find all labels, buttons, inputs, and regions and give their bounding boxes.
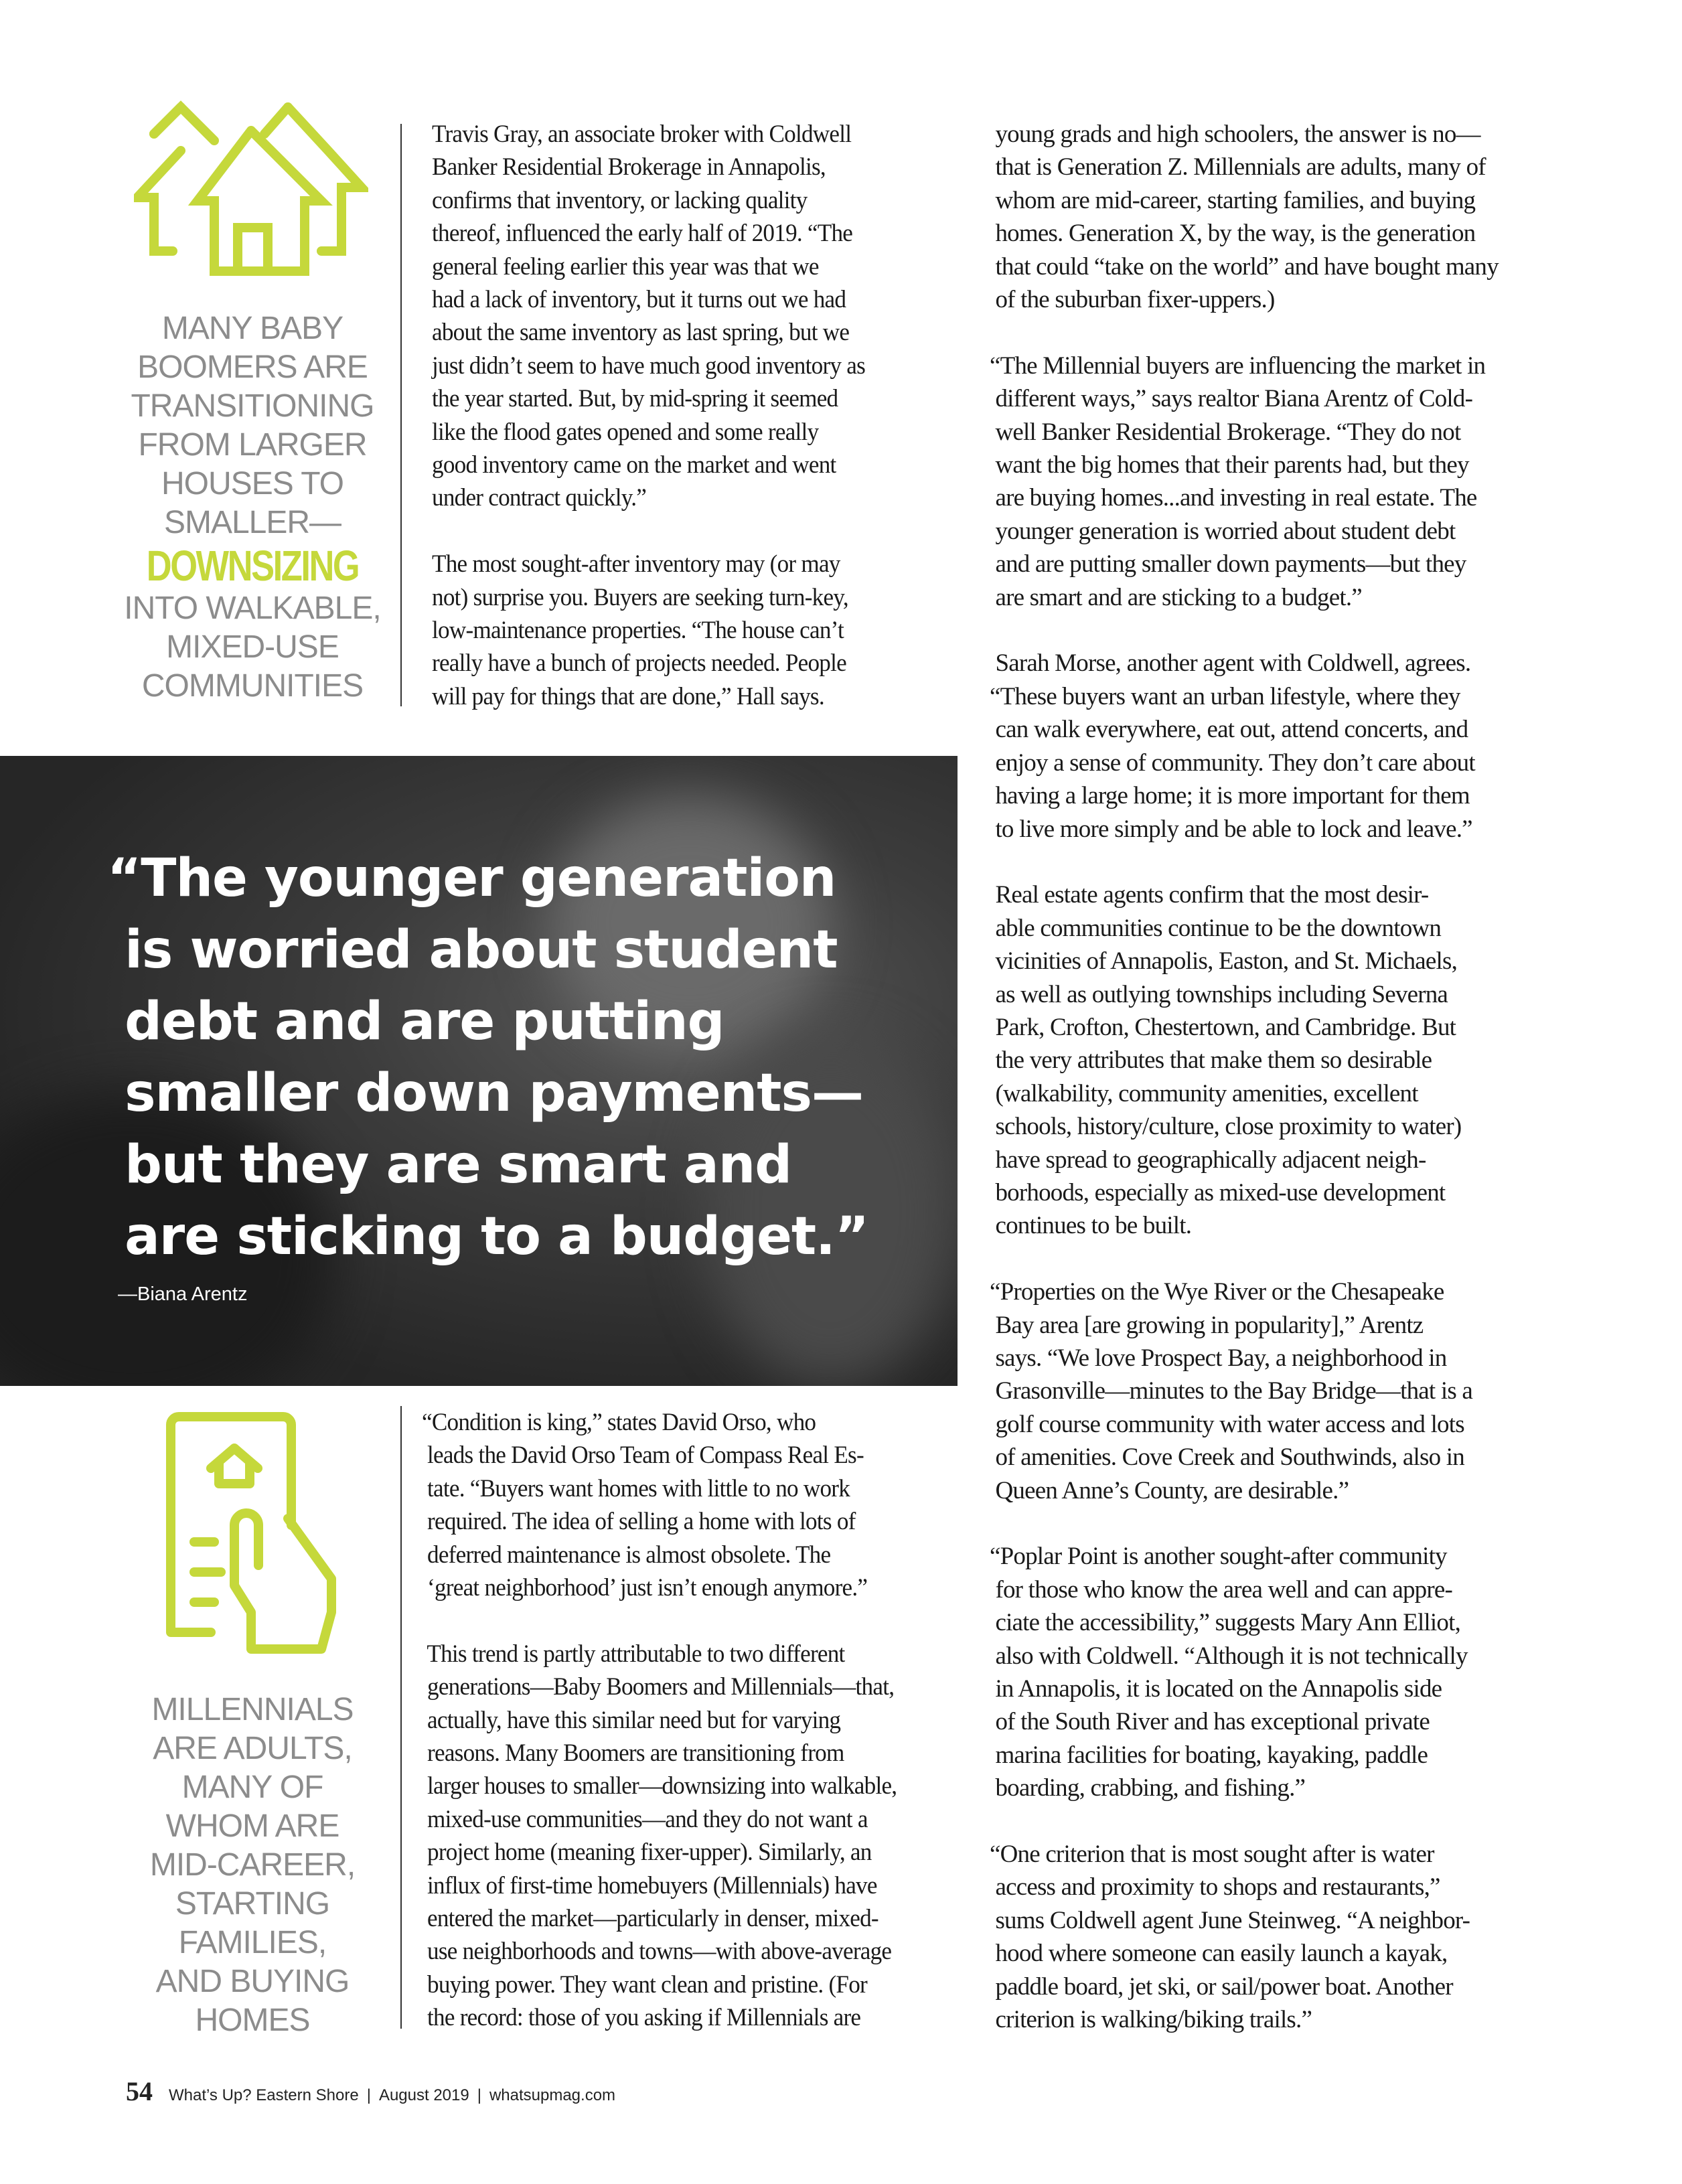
pull-quote-attribution: —Biana Arentz [118,1283,248,1305]
issue-date: August 2019 [378,2086,469,2104]
paragraph: This trend is partly attributable to two different generations—Baby Boomers and Millennials—that, actually, have this similar need but for varying reasons. Many Boomers are transitioning from larger houses to smaller—downsizing into walkable, mixed-use communities—and they do not want a project home (meaning fixer-upper). Similarly, an influx of first-time homebuyers (Millennials) have entered the market—particularly in denser, mixed- use neighborhoods and towns—with above-average buying power. They want clean and pristine. (For the record: those of you asking if Millennials are [427,1640,897,2032]
callout-line: MANY BABY [161,311,343,346]
callout-line: BOOMERS ARE [137,349,368,385]
column-divider [400,1406,402,2029]
callout-line: COMMUNITIES [141,668,364,704]
paragraph: young grads and high schoolers, the answer is no— that is Generation Z. Millennials are adults, many of whom are mid-career, starting families, and buying homes. Generation X, by the way, is the generation that could “take on the world” and have bought many of the suburban fixer-uppers.) [995,121,1499,314]
sidebar-callout-millennials: MILLENNIALS ARE ADULTS, MANY OF WHOM ARE MID-CAREER, STARTING FAMILIES, AND BUYING HOMES [149,1692,356,2038]
callout-highlight: DOWNSIZING [146,542,359,590]
paragraph: “Condition is king,” states David Orso, who leads the David Orso Team of Compass Real Es- tate. “Buyers want homes with little to no work required. The idea of selling a home with lots of deferred maintenance is almost obsolete. The ‘great neighborhood’ just isn’t enough anymore.” [422,1409,868,1602]
callout-line: FROM LARGER [138,427,367,463]
paragraph: “Poplar Point is another sought-after community for those who know the area well and can appre- ciate the accessibility,” suggests Mary Ann Elliot, also with Coldwell. “Although it is not technically in Annapolis, it is located on the Annapolis side of the South River and has exceptional private marina facilities for boating, kayaking, paddle boarding, crabbing, and fishing.” [990,1543,1468,1802]
column1-bottom [422,1406,897,2068]
page-number: 54 [126,2076,153,2106]
paragraph: Sarah Morse, another agent with Coldwell, agrees. “These buyers want an urban lifestyle, where they can walk everywhere, eat out, attend concerts, and enjoy a sense of community. They don’t care about having a large home; it is more important for them to live more simply and be able to lock and leave.” [990,649,1475,843]
callout-line: SMALLER— [163,505,341,540]
paragraph: “Properties on the Wye River or the Chesapeake Bay area [are growing in popularity],” Arentz says. “We love Prospect Bay, a neighborhood in Grasonville—minutes to the Bay Bridge—that is a golf course community with water access and lots of amenities. Cove Creek and Southwinds, also in Queen Anne’s County, are desirable.” [990,1278,1473,1504]
page-footer [126,2076,615,2107]
paragraph: The most sought-after inventory may (or may not) surprise you. Buyers are seeking turn-key, low-maintenance properties. “The house can’t really have a bunch of projects needed. People will pay for things that are done,” Hall says. [432,550,848,710]
paragraph: Travis Gray, an associate broker with Coldwell Banker Residential Brokerage in Annapolis, confirms that inventory, or lacking quality thereof, influenced the early half of 2019. “The general feeling earlier this year was that we had a lack of inventory, but it turns out we had about the same inventory as last spring, but we just didn’t seem to have much good inventory as the year started. But, by mid-spring it seemed like the flood gates opened and some really good inventory came on the market and went under contract quickly.” [432,121,865,512]
column1-top [432,118,865,747]
paragraph: Real estate agents confirm that the most desir- able communities continue to be the downtown vicinities of Annapolis, Easton, and St. Michaels, as well as outlying townships including Severna Park, Crofton, Chestertown, and Cambridge. But the very attributes that make them so desirable (walkability, community amenities, excellent schools, history/culture, close proximity to water) have spread to geographically adjacent neigh- borhoods, especially as mixed-use development continues to be built. [995,881,1462,1240]
callout-line: TRANSITIONING [131,388,374,424]
sidebar-callout-downsizing [112,309,393,706]
column-divider [400,124,402,706]
separator: | [366,2086,371,2104]
houses-icon [134,100,368,281]
website: whatsupmag.com [489,2086,616,2104]
callout-line: HOUSES TO [161,466,343,501]
paragraph: “The Millennial buyers are influencing the market in different ways,” says realtor Biana Arentz of Cold- well Banker Residential Brokerage. “They do not want the big homes that their parents had, but they are buying homes...and investing in real estate. The younger generation is worried about student debt and are putting smaller down payments—but they are smart and are sticking to a budget.” [990,352,1486,611]
paragraph: “One criterion that is most sought after is water access and proximity to shops and restaurants,” sums Coldwell agent June Steinweg. “A neighbor- hood where someone can easily launch a kayak, paddle board, jet ski, or sail/power boat. Another criterion is walking/biking trails.” [990,1841,1470,2034]
callout-line: INTO WALKABLE, [124,591,381,626]
separator: | [477,2086,481,2104]
callout-line: MIXED-USE [166,629,339,665]
column2 [990,118,1499,2070]
publication-name: What’s Up? Eastern Shore [169,2086,359,2104]
pull-quote-photo [0,756,958,1386]
pull-quote: “The younger generation is worried about student debt and are putting smaller down payments— but they are smart and are sticking to a budget.” [107,848,869,1267]
phone-house-hand-icon [164,1411,345,1659]
